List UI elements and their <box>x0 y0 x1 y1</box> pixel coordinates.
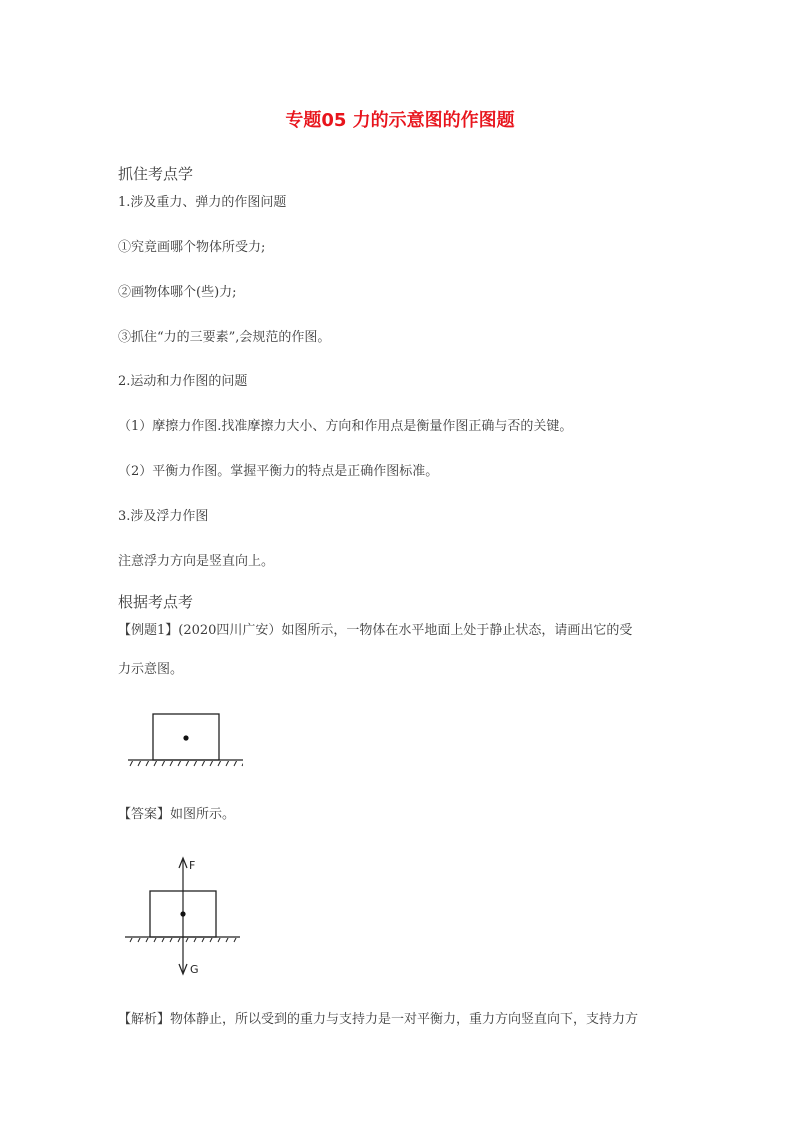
paragraph: ②画物体哪个(些)力; <box>118 285 237 300</box>
paragraph: 2.运动和力作图的问题 <box>118 374 248 389</box>
answer-figure <box>125 858 240 976</box>
ground-hatch <box>128 761 243 767</box>
paragraph: 3.涉及浮力作图 <box>118 509 209 524</box>
analysis-text: 【解析】物体静止，所以受到的重力与支持力是一对平衡力，重力方向竖直向下，支持力方 <box>118 1012 639 1027</box>
example-question-cont: 力示意图。 <box>118 662 184 677</box>
center-dot <box>183 735 188 740</box>
force-label-g: G <box>190 963 199 976</box>
center-dot <box>180 911 185 916</box>
paragraph: 注意浮力方向是竖直向上。 <box>118 554 275 569</box>
paragraph: ③抓住“力的三要素”,会规范的作图。 <box>118 330 331 345</box>
section-heading: 抓住考点学 <box>118 165 194 183</box>
question-figure <box>128 714 243 767</box>
force-label-f: F <box>189 859 196 872</box>
paragraph: （1）摩擦力作图.找准摩擦力大小、方向和作用点是衡量作图正确与否的关键。 <box>118 419 573 434</box>
page-title: 专题05 力的示意图的作图题 <box>285 110 515 131</box>
answer-text: 【答案】如图所示。 <box>118 807 236 822</box>
section-heading: 根据考点考 <box>118 593 194 611</box>
example-question: 【例题1】(2020四川广安）如图所示，一物体在水平地面上处于静止状态，请画出它的受 <box>118 623 633 638</box>
paragraph: 1.涉及重力、弹力的作图问题 <box>118 195 287 210</box>
paragraph: ①究竟画哪个物体所受力; <box>118 240 266 255</box>
paragraph: （2）平衡力作图。掌握平衡力的特点是正确作图标准。 <box>118 464 439 479</box>
